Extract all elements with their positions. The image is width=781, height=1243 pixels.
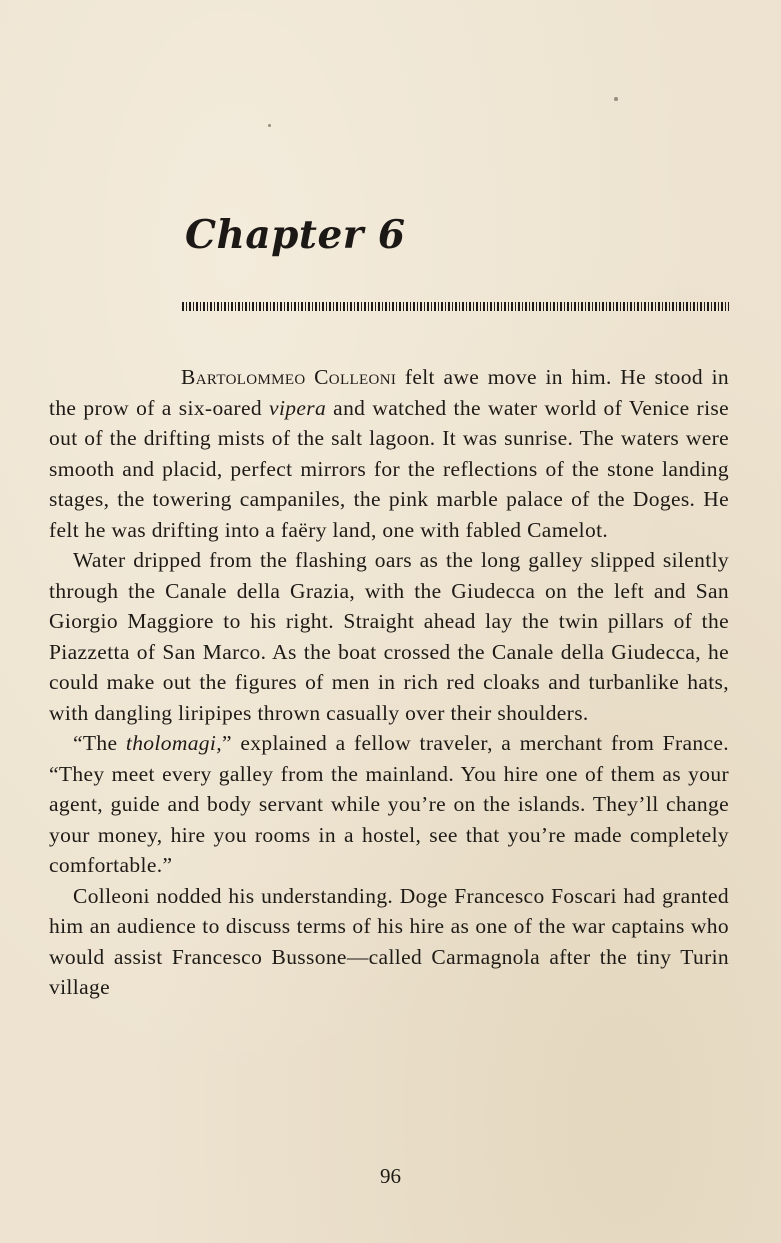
- paper-speck: [614, 97, 618, 101]
- lead-in-small-caps: Bartolommeo Colleoni: [181, 365, 397, 389]
- italic-term: tholomagi,: [125, 731, 222, 755]
- paragraph: [49, 545, 729, 728]
- body-text: [49, 362, 729, 1003]
- text-run: ” explained a fellow traveler, a merchant from France. “They meet every galley from the mainland. You hire one of them as your agent, guide and body servant while you’re on the islands. They’ll change your money, hire you rooms in a hostel, see that you’re made completely comfortable.”: [49, 731, 729, 877]
- paragraph: [49, 362, 729, 545]
- ornamental-rule: [182, 302, 729, 311]
- text-run: “The: [73, 731, 126, 755]
- paragraph: [49, 881, 729, 1003]
- paragraph: [49, 728, 729, 881]
- text-run: felt awe move in him. He stood in the prow of a six-oared: [49, 365, 729, 420]
- chapter-title: Chapter 6: [185, 212, 406, 258]
- paper-speck: [268, 124, 271, 127]
- text-run: Water dripped from the flashing oars as the long galley slipped silently through the Canale della Grazia, with the Giudecca on the left and San Giorgio Maggiore to his right. Straight ahead lay the twin pillars of the Piazzetta of San Marco. As the boat crossed the Canale della Giudecca, he could make out the figures of men in rich red cloaks and turbanlike hats, with dangling liripipes thrown casually over their shoulders.: [49, 548, 729, 725]
- text-run: Colleoni nodded his understanding. Doge Francesco Foscari had granted him an audience to discuss terms of his hire as one of the war captains who would assist Francesco Bussone—called Carmagnola after the tiny Turin village: [49, 883, 729, 999]
- page-number: 96: [380, 1164, 401, 1188]
- italic-term: vipera: [269, 395, 327, 420]
- text-run: and watched the water world of Venice rise out of the drifting mists of the salt lagoon. It was sunrise. The waters were smooth and placid, perfect mirrors for the reflections of the stone landing stages, the towering campaniles, the pink marble palace of the Doges. He felt he was drifting into a faëry land, one with fabled Camelot.: [49, 395, 729, 542]
